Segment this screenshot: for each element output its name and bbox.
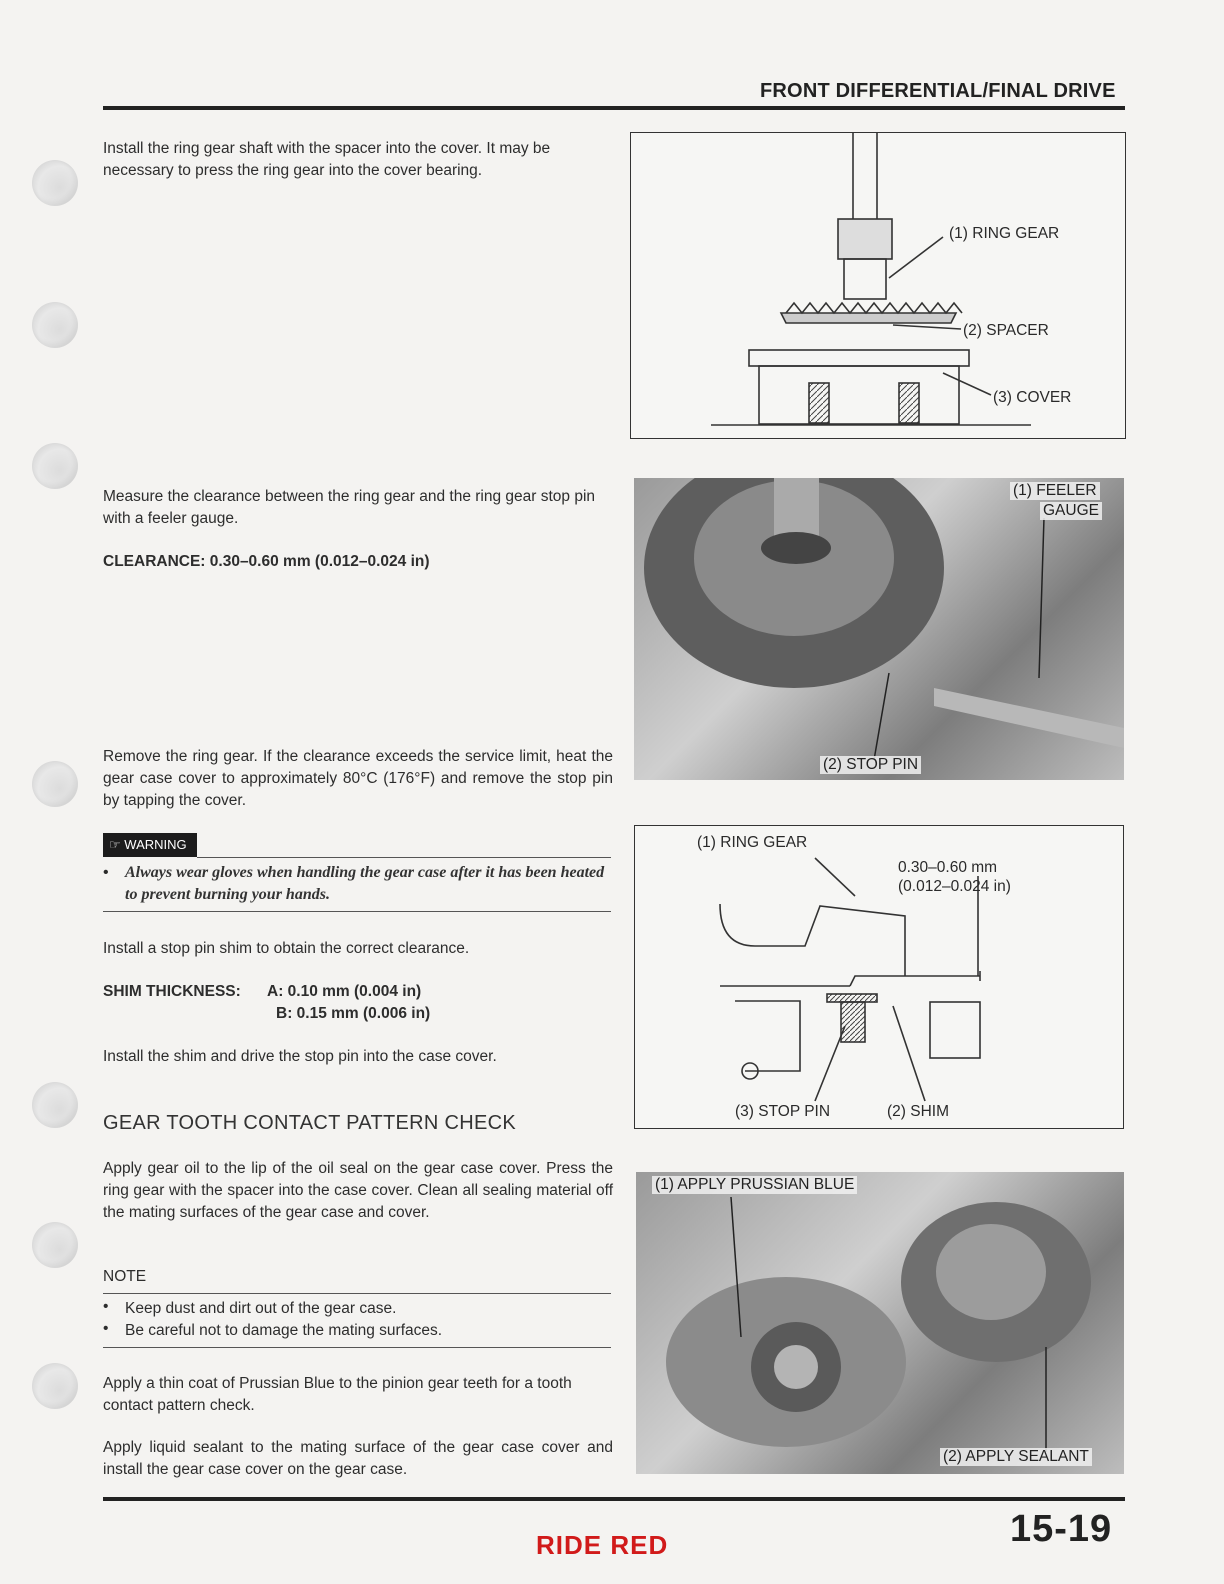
- fig4-sealant-label: (2) APPLY SEALANT: [940, 1448, 1092, 1466]
- binder-hole: [32, 761, 78, 807]
- fig2-stop-pin-label: (2) STOP PIN: [820, 756, 921, 774]
- shim-b: B: 0.15 mm (0.006 in): [276, 1005, 431, 1022]
- fig1-ring-gear-label: (1) RING GEAR: [949, 225, 1060, 242]
- header-rule: [103, 106, 1125, 110]
- step-measure-clearance: Measure the clearance between the ring gear and the ring gear stop pin with a feeler gauge.: [103, 488, 596, 527]
- note-rule-top: [103, 1293, 611, 1294]
- gear-case-photo: [636, 1172, 1124, 1474]
- shim-thickness-label: SHIM THICKNESS:: [103, 983, 241, 1000]
- note-title: NOTE: [103, 1268, 147, 1285]
- note-item: •: [103, 1320, 109, 1337]
- binder-hole: [32, 160, 78, 206]
- step-install-shim: Install a stop pin shim to obtain the correct clearance.: [103, 940, 470, 957]
- page-header: FRONT DIFFERENTIAL/FINAL DRIVE: [760, 80, 1116, 102]
- note-item-text: Be careful not to damage the mating surfaces.: [125, 1322, 443, 1339]
- photo-prussian-sealant: [636, 1172, 1124, 1474]
- page-number: 15-19: [1010, 1508, 1113, 1550]
- fig2-feeler-label: (1) FEELER: [1010, 482, 1100, 500]
- fig3-clearance-mm: 0.30–0.60 mm: [898, 859, 998, 876]
- binder-hole: [32, 302, 78, 348]
- step-remove-ring-gear: Remove the ring gear. If the clearance exceeds the service limit, heat the gear case cover to approximately 80°C (176°F) and remove the stop pin by tapping the cover.: [103, 748, 613, 809]
- note-rule-bottom: [103, 1347, 611, 1348]
- footer-rule: [103, 1497, 1125, 1501]
- section-title: GEAR TOOTH CONTACT PATTERN CHECK: [103, 1112, 516, 1134]
- binder-hole: [32, 1082, 78, 1128]
- warning-text: Always wear gloves when handling the gear case after it has been heated to prevent burning your hands.: [125, 864, 605, 903]
- fig2-gauge-label: GAUGE: [1040, 502, 1102, 520]
- fig3-ring-gear-label: (1) RING GEAR: [697, 834, 808, 851]
- warning-badge: ☞ WARNING: [103, 833, 197, 857]
- binder-hole: [32, 1363, 78, 1409]
- warning-hand-icon: ☞: [109, 837, 121, 852]
- ring-gear-photo: [634, 478, 1124, 780]
- fig1-cover-label: (3) COVER: [993, 389, 1072, 406]
- step-apply-oil: Apply gear oil to the lip of the oil seal on the gear case cover. Press the ring gear with the spacer into the case cover. Clean all sealing material off the mating surfaces of the gear case and cover.: [103, 1160, 613, 1221]
- clearance-diagram: [635, 826, 1123, 1128]
- binder-hole: [32, 443, 78, 489]
- shim-a: A: 0.10 mm (0.004 in): [267, 983, 422, 1000]
- clearance-spec: CLEARANCE: 0.30–0.60 mm (0.012–0.024 in): [103, 553, 430, 570]
- fig1-spacer-label: (2) SPACER: [963, 322, 1049, 339]
- warning-bullet: •: [103, 864, 109, 881]
- figure-stop-pin-clearance: [634, 825, 1124, 1129]
- step-install-ring-gear: Install the ring gear shaft with the spacer into the cover. It may be necessary to press the ring gear into the cover bearing.: [103, 140, 551, 179]
- fig3-shim-label: (2) SHIM: [887, 1103, 949, 1120]
- fig4-prussian-label: (1) APPLY PRUSSIAN BLUE: [652, 1176, 857, 1194]
- step-drive-pin: Install the shim and drive the stop pin into the case cover.: [103, 1048, 497, 1065]
- note-item: •: [103, 1298, 109, 1315]
- warning-rule-top: [197, 857, 611, 858]
- photo-feeler-gauge: [634, 478, 1124, 780]
- binder-hole: [32, 1222, 78, 1268]
- brand-logo: RIDE RED: [536, 1530, 669, 1560]
- figure-ring-gear-press: [630, 132, 1126, 439]
- step-prussian-blue: Apply a thin coat of Prussian Blue to the pinion gear teeth for a tooth contact pattern check.: [103, 1375, 572, 1414]
- warning-rule-bottom: [103, 911, 611, 912]
- fig3-clearance-in: (0.012–0.024 in): [898, 878, 1011, 895]
- fig3-stop-pin-label: (3) STOP PIN: [735, 1103, 831, 1120]
- step-sealant: Apply liquid sealant to the mating surface of the gear case cover and install the gear case cover on the gear case.: [103, 1439, 613, 1478]
- note-item-text: Keep dust and dirt out of the gear case.: [125, 1300, 397, 1317]
